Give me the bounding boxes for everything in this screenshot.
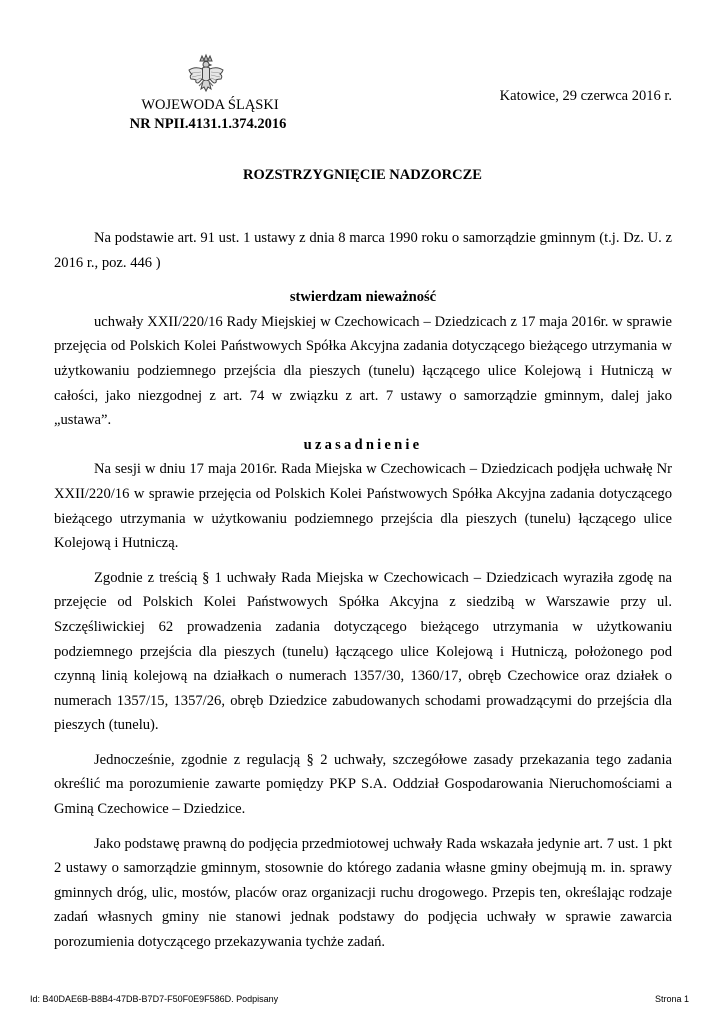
document-id-footer: Id: B40DAE6B-B8B4-47DB-B7D7-F50F0E9F586D. Podpisany — [30, 994, 279, 1004]
place-and-date: Katowice, 29 czerwca 2016 r. — [499, 88, 672, 104]
document-number: NR NPII.4131.1.374.2016 — [129, 116, 287, 132]
justification-paragraph: Zgodnie z treścią § 1 uchwały Rada Miejska w Czechowicach – Dziedzicach wyraziła zgodę na przejęcie od Polskich Kolei Państwowych Spółka Akcyjna z siedzibą w Warszawie przy ul. Szczęśliwickiej 62 prowadzenia zadania dotyczącego bieżącego utrzymania w użytkowaniu podziemnego przejścia dla pieszych (tunelu) łączącego ulice Kolejową i Hutniczą, położonego pod czynną linią kolejową na działkach o numerach 1357/30, 1360/17, obręb Czechowice oraz działek o numerach 1357/15, 1357/26, obręb Dziedzice zabudowanych schodami prowadzącymi do przejścia dla pieszych (tunelu). — [54, 569, 672, 734]
issuer-name: WOJEWODA ŚLĄSKI — [141, 97, 279, 113]
justification-heading: uzasadnienie — [303, 436, 423, 453]
justification-paragraph: Jednocześnie, zgodnie z regulacją § 2 uchwały, szczegółowe zasady przekazania tego zadania określić ma porozumienie zawarte pomiędzy PKP S.A. Oddział Gospodarowania Nieruchomościami a Gminą Czechowice – Dziedzice. — [54, 751, 672, 818]
justification-paragraph: Na sesji w dniu 17 maja 2016r. Rada Miejska w Czechowicach – Dziedzicach podjęła uchwałę Nr XXII/220/16 w sprawie przejęcia od Polskich Kolei Państwowych Spółka Akcyjna zadania dotyczącego bieżącego utrzymania w użytkowaniu podziemnego przejścia dla pieszych (tunelu) łączącego ulice Kolejową i Hutniczą. — [54, 461, 672, 552]
document-body — [54, 226, 672, 955]
document-title: ROZSTRZYGNIĘCIE NADZORCZE — [243, 167, 482, 183]
legal-basis-paragraph: Na podstawie art. 91 ust. 1 ustawy z dnia 8 marca 1990 roku o samorządzie gminnym (t.j. Dz. U. z 2016 r., poz. 446 ) — [54, 230, 672, 271]
polish-eagle-emblem-icon — [183, 52, 229, 98]
decision-paragraph: uchwały XXII/220/16 Rady Miejskiej w Czechowicach – Dziedzicach z 17 maja 2016r. w sprawie przejęcia od Polskich Kolei Państwowych Spółka Akcyjna zadania dotyczącego bieżącego utrzymania w użytkowaniu podziemnego przejścia dla pieszych (tunelu) łączącego ulice Kolejową i Hutniczą w całości, jako niezgodnej z art. 74 w związku z art. 7 ustawy o samorządzie gminnym, dalej jako „ustawa”. — [54, 313, 672, 429]
justification-paragraph: Jako podstawę prawną do podjęcia przedmiotowej uchwały Rada wskazała jedynie art. 7 ust. 1 pkt 2 ustawy o samorządzie gminnym, stosownie do którego zadania własne gminy obejmują m. in. sprawy gminnych dróg, ulic, mostów, placów oraz organizacji ruchu drogowego. Przepis ten, określając rodzaje zadań własnych gminy nie stanowi jednak podstawy do podjęcia uchwały w sprawie zawarcia porozumienia dotyczącego przekazywania tychże zadań. — [54, 835, 672, 951]
decision-heading: stwierdzam nieważność — [289, 289, 437, 306]
page-number: Strona 1 — [654, 994, 689, 1004]
